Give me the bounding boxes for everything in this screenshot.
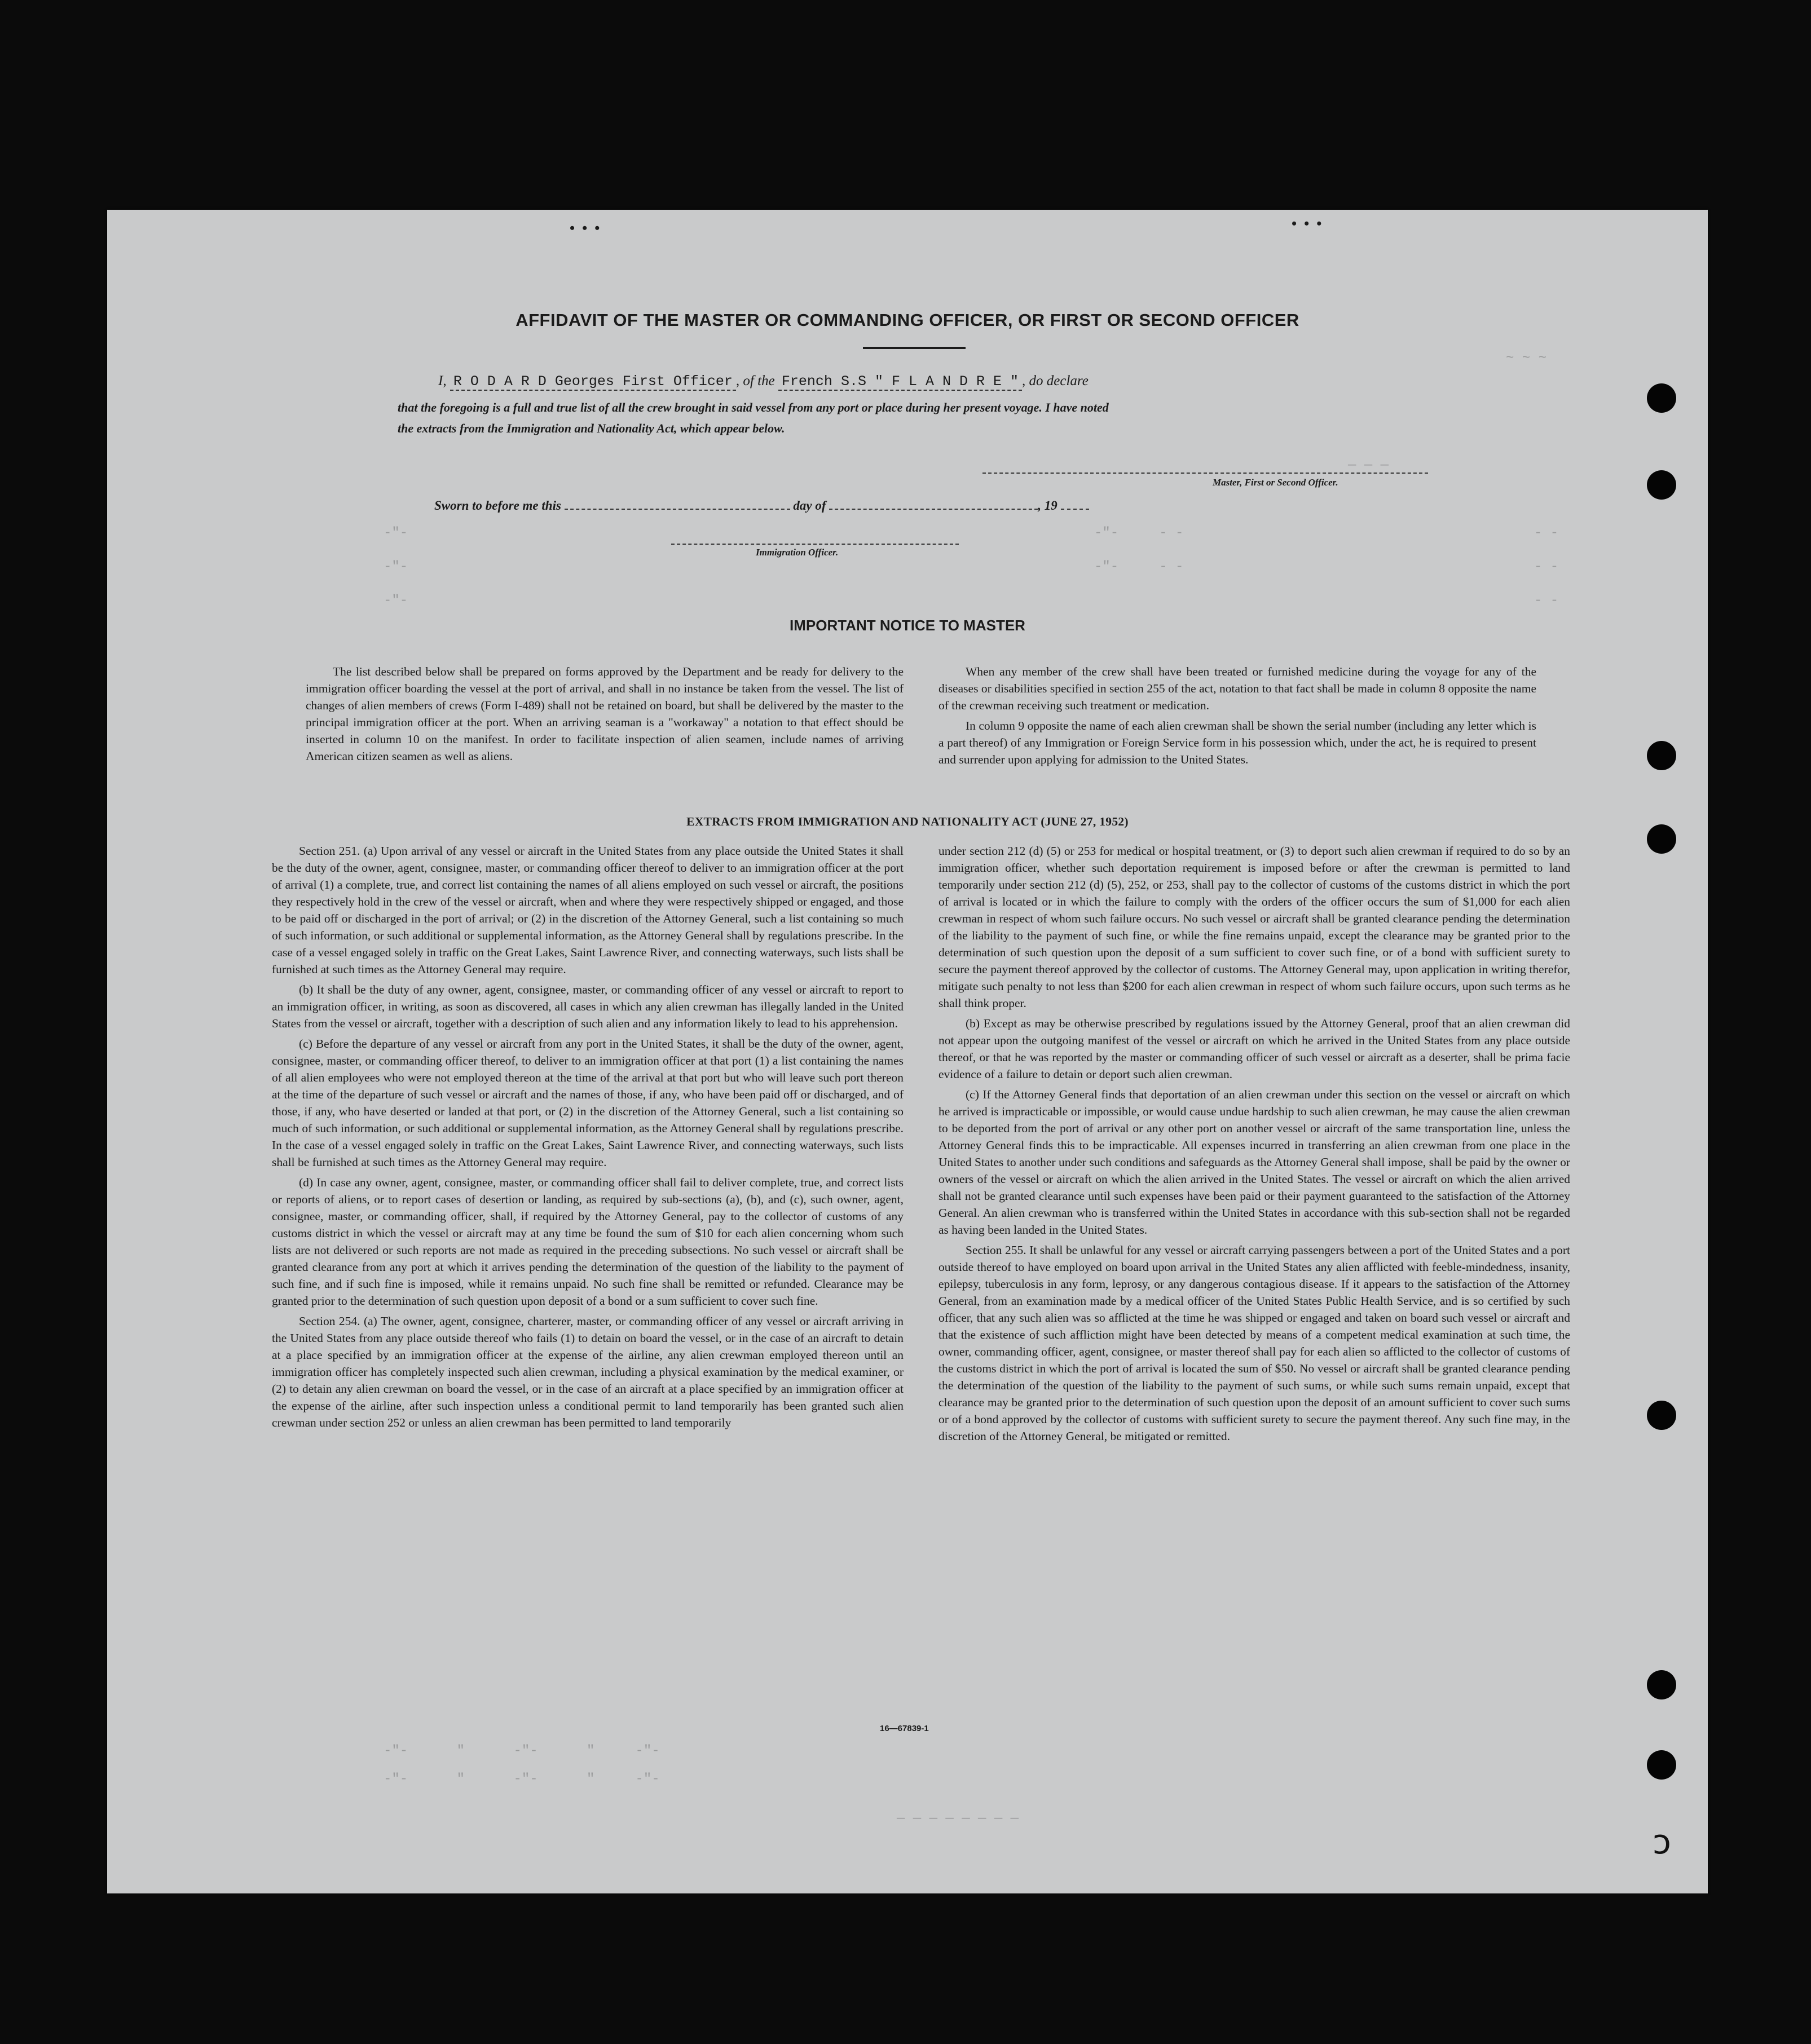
- bleed-through-mark: — — — — — — — —: [897, 1811, 1019, 1826]
- punch-hole: [1647, 824, 1676, 854]
- year-label: , 19: [1038, 498, 1057, 513]
- punch-hole: [1647, 1750, 1676, 1780]
- punch-hole: [1647, 1670, 1676, 1699]
- notice-paragraph: When any member of the crew shall have been treated or furnished medicine during the voyage for any of the diseases or disabilities specified in section 255 of the act, notation to that fact shall be made in column 8 opposite the name of the crewman receiving such treatment or medication.: [938, 665, 1536, 712]
- bleed-through-mark: -"- " -"- " -"-: [384, 1772, 660, 1787]
- signature-line[interactable]: [982, 473, 1428, 474]
- document-page: [107, 210, 1708, 1893]
- extracts-heading: EXTRACTS FROM IMMIGRATION AND NATIONALITY ACT (JUNE 27, 1952): [686, 815, 1129, 828]
- day-of-label: day of: [793, 498, 826, 513]
- section-251c: (c) Before the departure of any vessel or aircraft from any port in the United States, it shall be the duty of the owner, agent, consignee, master, or commanding officer thereof, to deliver to an immigration officer at that port (1) a list containing the names of all alien employees who were not employed thereon at the time of the arrival at that port but who will leave such port thereon at the time of the departure of such vessel or aircraft and the names of those, if any, who have been paid off or discharged, and of those, if any, who have deserted or landed at that port, or (2) in the discretion of the Attorney General, such a list containing so much of such information, or such additional or supplemental information, as the Attorney General shall by regulations prescribe. In the case of a vessel engaged solely in traffic on the Great Lakes, Saint Lawrence River, and connecting waterways, such lists shall be furnished at such times as the Attorney General may require.: [272, 1037, 904, 1169]
- bleed-through-mark: - -: [1534, 559, 1559, 575]
- section-254a: Section 254. (a) The owner, agent, consignee, charterer, master, or commanding officer of any vessel or aircraft arriving in the United States from any place outside thereof who fails (1) to detain on board the vessel, or in the case of an aircraft to detain at a place specified by an immigration officer at the expense of the airline, any alien crewman employed thereon until an immigration officer has completely inspected such alien crewman, including a physical examination by the medical examiner, or (2) to detain any alien crewman on board the vessel, or in the case of an aircraft at a place specified by an immigration officer at the expense of the airline, after such inspection unless a conditional permit to land temporarily has been granted such alien crewman under section 252 or unless an alien crewman has been permitted to land temporarily: [272, 1314, 904, 1429]
- punch-hole: [1647, 1401, 1676, 1430]
- section-251d: (d) In case any owner, agent, consignee, master, or commanding officer shall fail to deliver complete, true, and correct lists or reports of aliens, or to report cases of desertion or landing, as required by sub-sections (a), (b), and (c), such owner, agent, consignee, master, or commanding officer, shall, if required by the Attorney General, pay to the collector of customs of any customs district in which the vessel or aircraft may at any time be found the sum of $10 for each alien concerning whom such lists are not delivered or such reports are not made as required in the preceding subsections. No such vessel or aircraft shall be granted clearance from any port at which it arrives pending the determination of the question of the liability to the payment of such fine, and if such fine is imposed, while it remains unpaid. No such fine shall be remitted or refunded. Clearance may be granted prior to the determination of such question upon deposit of a bond or a sum sufficient to cover such fine.: [272, 1176, 904, 1308]
- extracts-left-column: [272, 842, 904, 1434]
- officer-name-field[interactable]: R O D A R D Georges First Officer: [450, 373, 736, 391]
- notice-paragraph: In column 9 opposite the name of each alien crewman shall be shown the serial number (including any letter which is a part thereof) of any Immigration or Foreign Service form in his possession which, under the act, he is required to present and surrender upon applying for admission to the United States.: [938, 719, 1536, 766]
- notice-heading: IMPORTANT NOTICE TO MASTER: [790, 617, 1025, 634]
- sworn-day-field[interactable]: [565, 500, 790, 510]
- affidavit-text-line-3: the extracts from the Immigration and Nationality Act, which appear below.: [398, 421, 785, 435]
- bleed-through-mark: ~ ~ ~: [1506, 351, 1547, 366]
- i-label: I,: [438, 373, 447, 389]
- immigration-officer-label: Immigration Officer.: [756, 547, 839, 558]
- dots-mark: • • •: [1292, 215, 1322, 232]
- dots-mark: • • •: [570, 220, 600, 236]
- bleed-through-mark: — — —: [1348, 458, 1389, 473]
- title-rule: [863, 347, 966, 349]
- do-declare-label: , do declare: [1022, 373, 1089, 389]
- affidavit-title: AFFIDAVIT OF THE MASTER OR COMMANDING OFFICER, OR FIRST OR SECOND OFFICER: [515, 310, 1299, 330]
- bleed-through-mark: -"- - -: [1094, 559, 1184, 575]
- bleed-through-mark: -"-: [384, 526, 408, 541]
- bleed-through-mark: -"-: [384, 593, 408, 608]
- section-255: Section 255. It shall be unlawful for any vessel or aircraft carrying passengers between a port of the United States and a port outside thereof to have employed on board upon arrival in the United States any alien afflicted with feeble-mindedness, insanity, epilepsy, tuberculosis in any form, leprosy, or any dangerous contagious disease. If it appears to the satisfaction of the Attorney General, from an examination made by a medical officer of the United States Public Health Service, and is so certified by such officer, that any such alien was so afflicted at the time he was shipped or engaged and taken on board such vessel or aircraft and that the existence of such affliction might have been detected by means of a competent medical examination at such time, the owner, commanding officer, agent, consignee, or master thereof shall pay for each alien so afflicted to the collector of customs of the customs district in which the port of arrival is located the sum of $50. No vessel or aircraft shall be granted clearance pending the determination of the question of the liability to the payment of such sums, or while such sums remain unpaid, except that clearance may be granted prior to the determination of such question upon the deposit of an amount sufficient to cover such sums or of a bond approved by the collector of customs with sufficient surety to secure the payment thereof. Any such fine may, in the discretion of the Attorney General, be mitigated or remitted.: [938, 1243, 1570, 1443]
- bleed-through-mark: - -: [1534, 526, 1559, 541]
- affidavit-declaration-line: [438, 373, 1089, 390]
- section-254c: (c) If the Attorney General finds that deportation of an alien crewman under this section on the vessel or aircraft on which he arrived is impracticable or impossible, or would cause undue hardship to such alien crewman, he may cause the alien crewman to be deported from the port of arrival or any other port on another vessel or aircraft of the same transportation line, unless the Attorney General finds this to be impracticable. All expenses incurred in transferring an alien crewman from one place in the United States to another under such conditions and safeguards as the Attorney General shall impose, shall be paid by the owner or owners of the vessel or aircraft on which the alien arrived in the United States. The vessel or aircraft on which the alien arrived shall not be granted clearance until such expenses have been paid or their payment guaranteed to the satisfaction of the Attorney General. An alien crewman who is transferred within the United States in accordance with this sub-section shall not be regarded as having been landed in the United States.: [938, 1088, 1570, 1237]
- notice-right-column: [938, 663, 1536, 771]
- punch-hole: [1647, 470, 1676, 500]
- bleed-through-mark: -"- " -"- " -"-: [384, 1743, 660, 1759]
- sworn-line: [434, 498, 1089, 513]
- extracts-right-column: [938, 842, 1570, 1448]
- sworn-month-field[interactable]: [829, 500, 1038, 510]
- affidavit-text-line-2: that the foregoing is a full and true list of all the crew brought in said vessel from any port or place during her present voyage. I have noted: [398, 400, 1109, 414]
- bleed-through-mark: - -: [1534, 593, 1559, 608]
- section-251b: (b) It shall be the duty of any owner, agent, consignee, master, or commanding officer of any vessel or aircraft to report to an immigration officer, in writing, as soon as discovered, all cases in which any alien crewman has illegally landed in the United States from the vessel or aircraft, together with a description of such alien and any information likely to lead to his apprehension.: [272, 983, 904, 1030]
- section-254b: (b) Except as may be otherwise prescribed by regulations issued by the Attorney General, proof that an alien crewman did not appear upon the outgoing manifest of the vessel or aircraft on which he arrived in the United States from any place outside thereof, or that he was reported by the master or commanding officer of such vessel or aircraft as a deserter, shall be prima facie evidence of a failure to detain or deport such alien crewman.: [938, 1017, 1570, 1081]
- of-the-label: , of the: [735, 373, 775, 389]
- signature-label: Master, First or Second Officer.: [1213, 477, 1338, 488]
- vessel-name-field[interactable]: French S.S " F L A N D R E ": [778, 373, 1022, 391]
- form-number: 16—67839-1: [880, 1724, 929, 1733]
- bleed-through-mark: -"-: [384, 559, 408, 575]
- punch-hole: [1647, 741, 1676, 770]
- notice-paragraph: The list described below shall be prepared on forms approved by the Department and be ready for delivery to the immigration officer boarding the vessel at the port of arrival, and shall in no instance be taken from the vessel. The list of changes of alien members of crews (Form I-489) shall not be retained on board, but shall be delivered by the master to the principal immigration officer at the port. When an arriving seaman is a "workaway" a notation to that effect should be inserted in column 10 on the manifest. In order to facilitate inspection of alien seamen, include names of arriving American citizen seamen as well as aliens.: [306, 665, 904, 763]
- notice-left-column: [306, 663, 904, 768]
- sworn-year-field[interactable]: [1061, 500, 1089, 510]
- bleed-through-mark: -"- - -: [1094, 526, 1184, 541]
- immigration-officer-line[interactable]: [671, 544, 959, 545]
- sworn-prefix: Sworn to before me this: [434, 498, 561, 513]
- section-254a-continued: under section 212 (d) (5) or 253 for medical or hospital treatment, or (3) to deport such alien crewman if required to do so by an immigration officer, whether such deportation requirement is imposed before or after the crewman is permitted to land temporarily under section 212 (d) (5), 252, or 253, shall pay to the collector of customs of the customs district in which the port of arrival is located or in which the failure to comply with the orders of the officer occurs the sum of $1,000 for each alien crewman in respect of whom such failure occurs. No such vessel or aircraft shall be granted clearance pending the determination of the liability to the payment of such fine, or while the fine remains unpaid, except the clearance may be granted prior to the determination of such question upon the deposit of a sum sufficient to cover such fine, or of a bond with sufficient surety to secure the payment thereof approved by the collector of customs. The Attorney General may, upon application in writing therefor, mitigate such penalty to not less than $200 for each alien crewman in respect of whom such failure occurs, upon such terms as he shall think proper.: [938, 844, 1570, 1010]
- punch-hole: [1647, 383, 1676, 413]
- pencil-check-mark: ↄ: [1653, 1822, 1671, 1862]
- section-251a: Section 251. (a) Upon arrival of any vessel or aircraft in the United States from any place outside the United States it shall be the duty of the owner, agent, consignee, master, or commanding officer thereof to deliver to an immigration officer at the port of arrival (1) a complete, true, and correct list containing the names of all aliens employed on such vessel or aircraft, the positions they respectively hold in the crew of the vessel or aircraft, when and where they were respectively shipped or engaged, and those to be paid off or discharged in the port of arrival; or (2) in the discretion of the Attorney General, such a list containing so much of such information, or such additional or supplemental information, as the Attorney General shall by regulations prescribe. In the case of a vessel engaged solely in traffic on the Great Lakes, Saint Lawrence River, and connecting waterways, such lists shall be furnished at such times as the Attorney General may require.: [272, 844, 904, 976]
